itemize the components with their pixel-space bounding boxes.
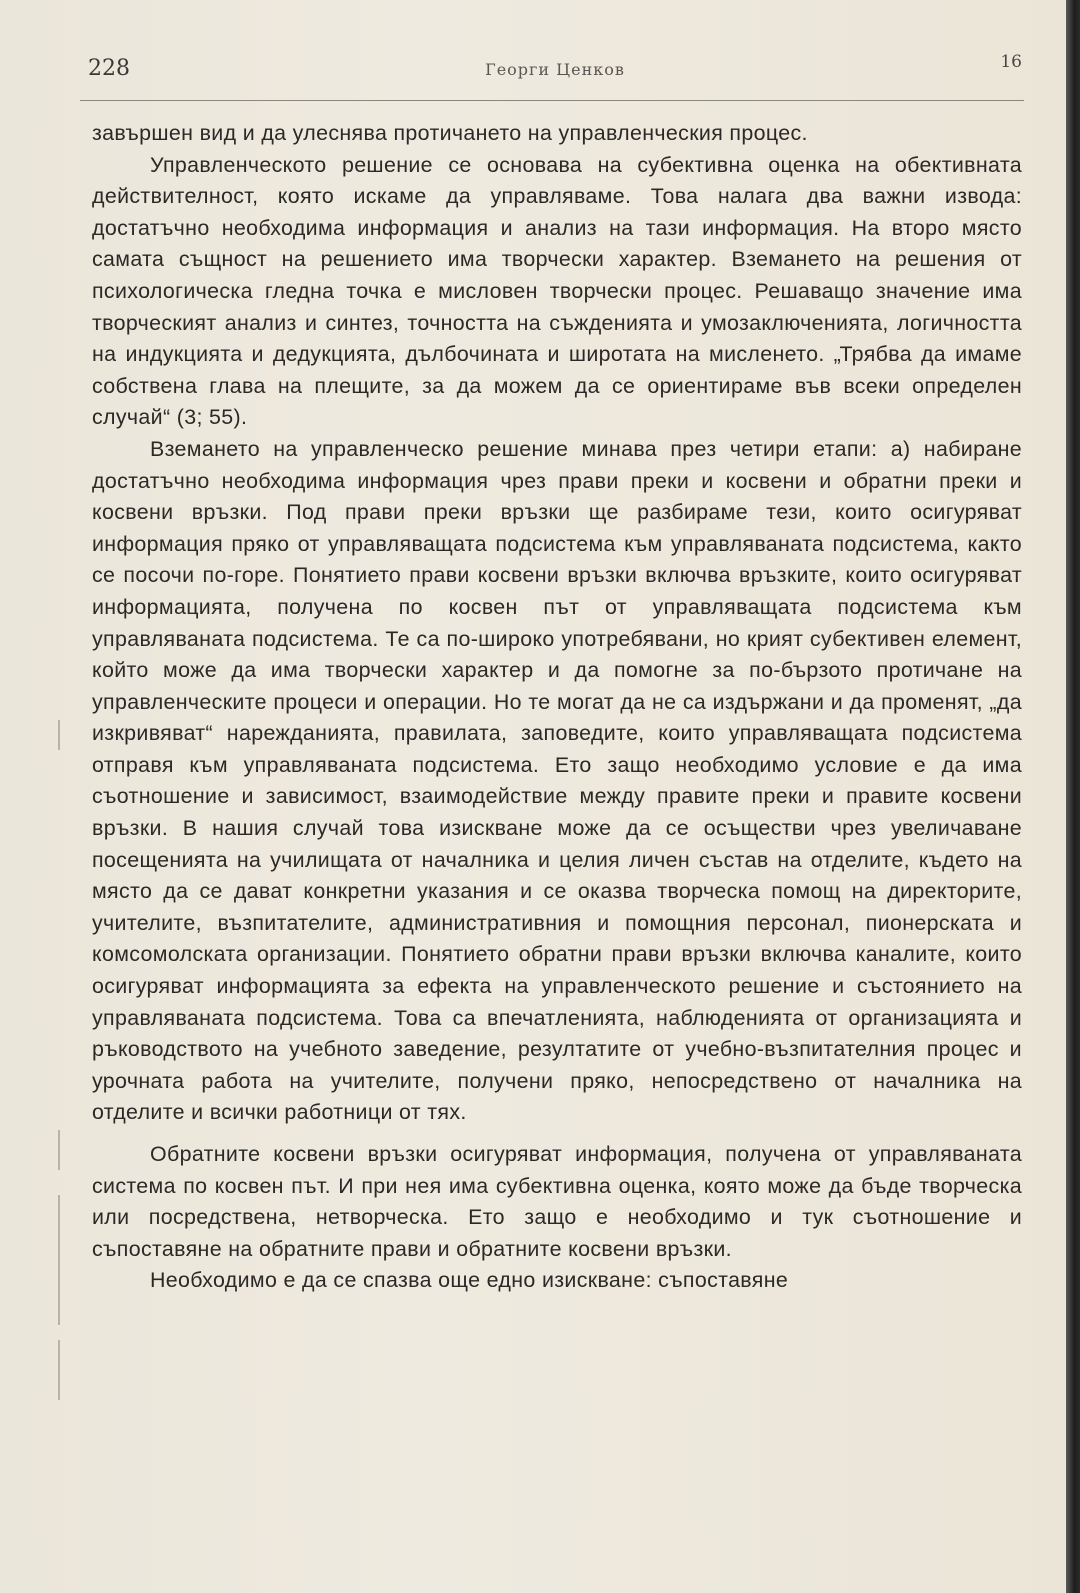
paragraph: завършен вид и да улеснява протичането на управленческия процес. bbox=[92, 121, 808, 145]
margin-mark bbox=[58, 1195, 60, 1325]
header-rule bbox=[80, 100, 1024, 101]
margin-mark bbox=[58, 720, 60, 750]
margin-mark bbox=[58, 1340, 60, 1400]
paragraph: Необходимо е да се спазва още едно изискване: съпоставяне bbox=[150, 1268, 789, 1293]
running-head: Георги Ценков bbox=[485, 60, 625, 79]
paragraph: Вземането на управленческо решение минава през четири етапи: а) набиране достатъчно необходима информация чрез прави преки и косвени и обратни преки и косвени връзки. Под прави преки връзки ще разбираме тези, които осигуряват информация пряко от управляващата подсистема към управляваната подсистема, както се посочи по-горе. Понятието прави косвени връзки включва връзките, които осигуряват информацията, получена по косвен път от управляващата подсистема към управляваната подсистема. Те са по-широко употребявани, но крият субективен елемент, който може да има творчески характер и да помогне за по-бързото протичане на управленческите процеси и операции. Но те могат да не са издържани и да променят, „да изкривяват“ нарежданията, правилата, заповедите, които управляващата подсистема отправя към управляваната подсистема. Ето защо необходимо условие е да има съотношение и зависимост, взаимодействие между правите преки и правите косвени връзки. В нашия случай това изискване може да се осъществи чрез увеличаване посещенията на училищата от началника и целия личен състав на отделите, където на място да се дават конкретни указания и се оказва творческа помощ на директорите, учителите, възпитателите, административния и помощния персонал, пионерската и комсомолската организации. Понятието обратни прави връзки включва каналите, които осигуряват информацията за ефекта на управленческото решение и състоянието на управляваната подсистема. Това са впечатленията, наблюденията от организацията и ръководството на учебното заведение, резултатите от учебно-възпитателния процес и урочната работа на учителите, получени пряко, непосредствено от началника на отделите и всички работници от тях. bbox=[92, 436, 1022, 1125]
paragraph: Обратните косвени връзки осигуряват информация, получена от управляваната система по косвен път. И при нея има субективна оценка, която може да бъде творческа или посредствена, нетворческа. Ето защо е необходимо и тук съотношение и съпоставяне на обратните прави и обратните косвени връзки. bbox=[92, 1142, 1022, 1261]
body-text bbox=[92, 118, 1022, 1297]
signature-mark: 16 bbox=[1000, 52, 1022, 72]
margin-mark bbox=[58, 1130, 60, 1170]
page-number: 228 bbox=[88, 56, 130, 81]
paragraph: Управленческото решение се основава на субективна оценка на обективната действителност, която искаме да управляваме. Това налага два важни извода: достатъчно необходима информация и анализ на тази информация. На второ място самата същност на решението има творчески характер. Вземането на решения от психологическа гледна точка е мисловен творчески процес. Решаващо значение има творческият анализ и синтез, точността на съжденията и умозаключенията, логичността на индукцията и дедукцията, дълбочината и широтата на мисленето. „Трябва да имаме собствена глава на плещите, за да можем да се ориентираме във всеки определен случай“ (3; 55). bbox=[92, 152, 1022, 430]
page-header bbox=[88, 52, 1022, 92]
book-edge bbox=[1066, 0, 1080, 1593]
